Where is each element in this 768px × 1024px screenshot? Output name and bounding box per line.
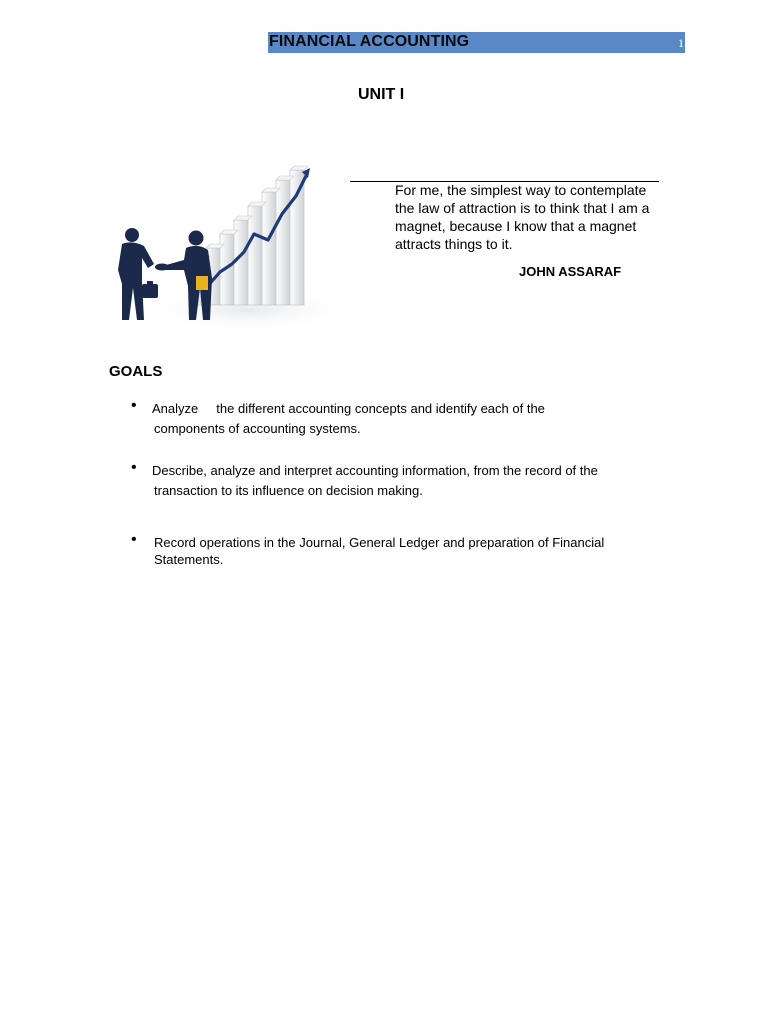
goal-text-line: Statements. <box>154 552 224 567</box>
quote-text: For me, the simplest way to contemplate the law of attraction is to think that I am a magnet, because I know that a magnet attracts things to it. <box>395 182 650 252</box>
goal-text-line: Analyze the different accounting concepts and identify each of the <box>152 401 545 416</box>
goal-text-line: transaction to its influence on decision making. <box>154 483 423 498</box>
goal-text-line: Record operations in the Journal, General Ledger and preparation of Financial <box>154 535 605 550</box>
quote-author: JOHN ASSARAF <box>519 264 622 279</box>
business-handshake-growth-chart-icon <box>108 160 353 335</box>
goals-heading: GOALS <box>109 363 163 380</box>
goal-text-line: components of accounting systems. <box>154 421 361 436</box>
goal-text-line: Describe, analyze and interpret accounting information, from the record of the <box>152 463 598 478</box>
header-bar <box>268 32 685 53</box>
header-title: FINANCIAL ACCOUNTING <box>269 33 470 50</box>
bullet-icon: • <box>131 459 137 476</box>
unit-title: UNIT I <box>358 86 405 103</box>
page-number: 1 <box>678 36 684 50</box>
bullet-icon: • <box>131 531 137 548</box>
bullet-icon: • <box>131 397 137 414</box>
